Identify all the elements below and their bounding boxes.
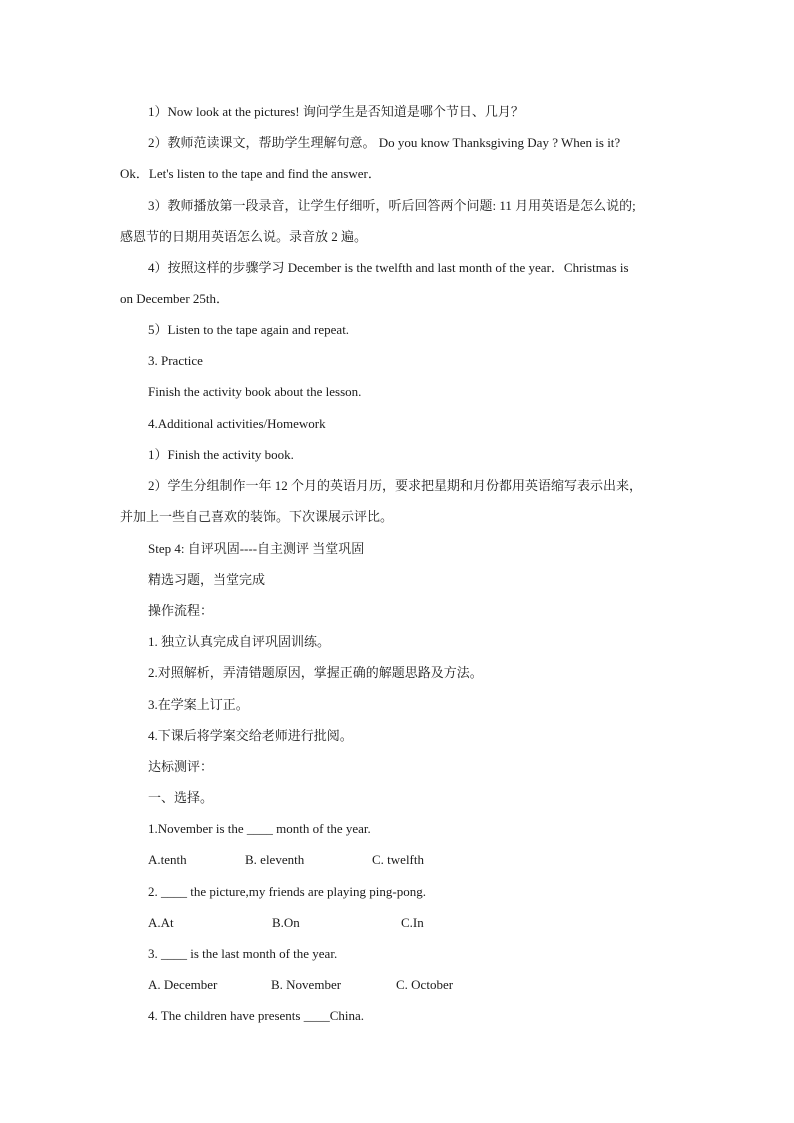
q1-option-a: A.tenth	[148, 852, 187, 867]
q3-option-c: C. October	[396, 977, 454, 992]
assessment-heading: 达标测评：	[148, 759, 214, 774]
question-3: 3. ____ is the last month of the year.	[148, 946, 338, 961]
text-line: 一、选择。	[148, 790, 214, 805]
question-4: 4. The children have presents ____China.	[148, 1008, 365, 1023]
text-line: Ok．Let's listen to the tape and find the answer．	[120, 166, 381, 181]
question-2: 2. ____ the picture,my friends are playing ping-pong.	[148, 884, 426, 899]
text-line: 并加上一些自己喜欢的装饰。下次课展示评比。	[120, 509, 394, 524]
text-line: 1）Now look at the pictures! 询问学生是否知道是哪个节日、几月？	[148, 104, 524, 119]
text-line: 精选习题，当堂完成	[148, 572, 266, 587]
text-line: 2）教师范读课文，帮助学生理解句意。 Do you know Thanksgiving Day ? When is it?	[148, 135, 621, 150]
q2-option-a: A.At	[148, 915, 174, 930]
section-heading-homework: 4.Additional activities/Homework	[148, 416, 326, 431]
text-line: on December 25th．	[120, 291, 230, 306]
text-line: 5）Listen to the tape again and repeat.	[148, 322, 350, 337]
text-line: 4）按照这样的步骤学习 December is the twelfth and last month of the year．Christmas is	[148, 260, 629, 275]
q3-option-a: A. December	[148, 977, 218, 992]
text-line: 3.在学案上订正。	[148, 697, 249, 712]
question-1: 1.November is the ____ month of the year.	[148, 821, 371, 836]
q3-option-b: B. November	[271, 977, 342, 992]
section-heading-practice: 3. Practice	[148, 353, 203, 368]
text-line: 3）教师播放第一段录音，让学生仔细听，听后回答两个问题: 11 月用英语是怎么说的;	[148, 198, 636, 213]
q2-option-c: C.In	[401, 915, 424, 930]
q1-option-b: B. eleventh	[245, 852, 305, 867]
q1-option-c: C. twelfth	[372, 852, 424, 867]
text-line: 2）学生分组制作一年 12 个月的英语月历，要求把星期和月份都用英语缩写表示出来，	[148, 478, 643, 493]
text-line: 感恩节的日期用英语怎么说。录音放 2 遍。	[120, 229, 368, 244]
text-line: 4.下课后将学案交给老师进行批阅。	[148, 728, 353, 743]
text-line: 2.对照解析，弄清错题原因，掌握正确的解题思路及方法。	[148, 665, 483, 680]
text-line: 1）Finish the activity book.	[148, 447, 294, 462]
text-line: Finish the activity book about the lesson.	[148, 384, 362, 399]
text-line: 1. 独立认真完成自评巩固训练。	[148, 634, 331, 649]
step-heading: Step 4: 自评巩固----自主测评 当堂巩固	[148, 541, 365, 556]
q2-option-b: B.On	[272, 915, 300, 930]
text-line: 操作流程：	[148, 603, 214, 618]
